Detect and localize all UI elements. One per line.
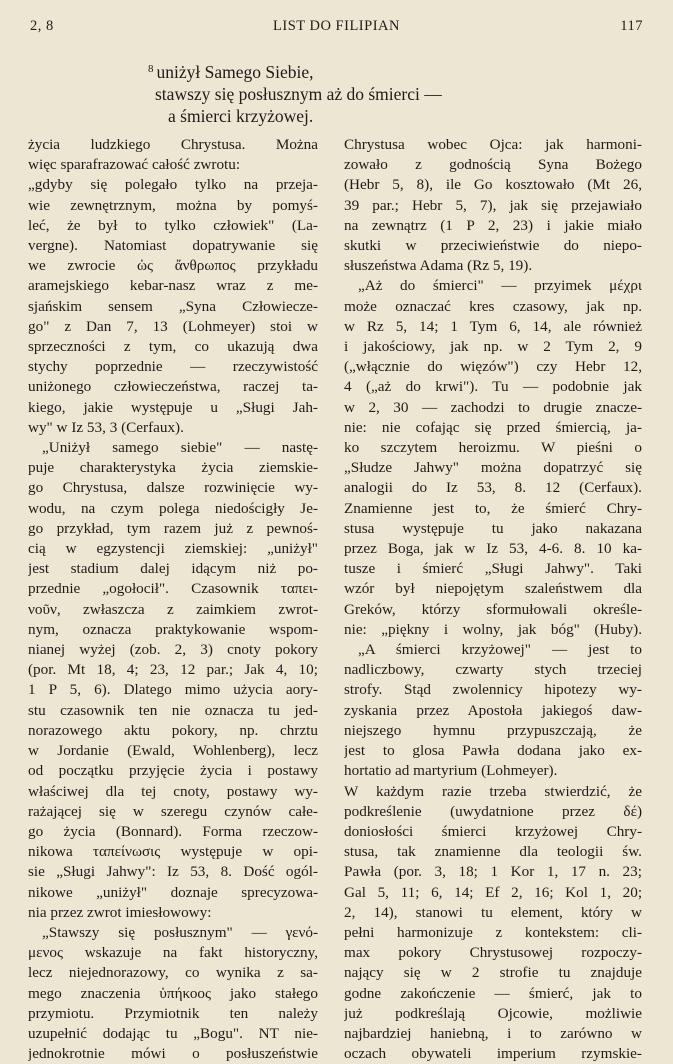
text-line: mego znaczenia ὑπήκοος jako stałego <box>28 984 318 1002</box>
text-line: strofy. Stąd zwolennicy hipotezy wy- <box>344 681 642 699</box>
text-line: już podkreślają Ojcowie, możliwie <box>344 1004 642 1022</box>
text-line: przymiotu. Przymiotnik ten należy <box>28 1004 318 1022</box>
text-line: 4 („aż do krwi"). Tu — podobnie jak <box>344 378 642 396</box>
text-line: w 2, 30 — zachodzi to drugie znacze- <box>344 398 642 416</box>
text-line: właściwej dla tej cnoty, postawy wy- <box>28 782 318 800</box>
text-line: go Chrystusa, dalsze rozwinięcie wy- <box>28 479 318 497</box>
text-line: podkreślenie (uwydatnione przez δέ) <box>344 802 642 820</box>
text-line: puje charakterystyka życia ziemskie- <box>28 459 318 477</box>
text-line: sjańskim sensem „Syna Człowiecze- <box>28 297 318 315</box>
text-line: więc sparafrazować całość zwrotu: <box>28 156 241 174</box>
text-line: życia ludzkiego Chrystusa. Można <box>28 136 318 153</box>
text-line: go życia (Bonnard). Forma rzeczow- <box>28 822 318 840</box>
text-line: stusa występuje tu jako nakazana <box>344 519 642 537</box>
text-line: „gdyby się polegało tylko na przeja- <box>28 176 318 194</box>
text-line: 39 par.; Hebr 5, 7), jak się przejawiało <box>344 196 642 214</box>
text-line: kiego, jakie występuje u „Sługi Jah- <box>28 398 318 416</box>
text-line: wie zewnętrznym, można by pomyś- <box>28 196 318 214</box>
text-line: w Jordanie (Ewald, Wohlenberg), lecz <box>28 742 318 760</box>
text-line: go" z Dan 7, 13 (Lohmeyer) stoi w <box>28 317 318 335</box>
verse-line: a śmierci krzyżowej. <box>168 106 314 126</box>
commentary-right-column <box>344 135 642 1064</box>
text-line: max pokory Chrystusowej rozpoczy- <box>344 944 642 962</box>
text-line: nikowe „uniżył" doznaje sprecyzowa- <box>28 883 318 901</box>
text-line: μενος wskazuje na fakt historyczny, <box>28 944 318 962</box>
chapter-reference: 2, 8 <box>30 18 54 34</box>
text-line: nie: nie cofając się przed śmiercią, ja- <box>344 418 642 436</box>
text-line: Pawła (por. 3, 18; 1 Kor 1, 17 n. 23; <box>344 863 642 881</box>
text-line: 2, 14), stanowi tu element, który w <box>344 903 642 921</box>
text-line: może oznaczać kres czasowy, jak np. <box>344 297 642 315</box>
running-title: LIST DO FILIPIAN <box>273 18 400 34</box>
text-line: go przykład, tym razem już z pewnoś- <box>28 519 318 537</box>
text-line: w Rz 5, 14; 1 Tym 6, 14, ale również <box>344 317 642 335</box>
text-line: „Stawszy się posłusznym" — γενό- <box>42 923 318 941</box>
text-line: oczach obywateli imperium rzymskie- <box>344 1045 642 1063</box>
commentary-left-column <box>28 135 318 1064</box>
text-line: jest to glosa Pawła dodana jako ex- <box>344 742 642 760</box>
text-line: od początku przyjęcie życia i postawy <box>28 762 318 780</box>
text-line: nia przez zwrot imiesłowowy: <box>28 903 212 921</box>
text-line: nadliczbowy, czwarty stych trzeciej <box>344 661 642 679</box>
text-line: ko szczytem heroizmu. W pieśni o <box>344 439 642 457</box>
text-line: we zwrocie ὡς ἄνθρωπος przykładu <box>28 257 318 275</box>
text-line: godne zakończenie — śmierć, jak to <box>344 984 642 1002</box>
text-line: sie „Sługi Jahwy": Iz 53, 8. Dość ogól- <box>28 863 318 881</box>
text-line: pełni harmonizuje z kontekstem: cli- <box>344 923 642 941</box>
text-line: doniosłości śmierci krzyżowej Chry- <box>344 822 642 840</box>
text-line: Chrystusa wobec Ojca: jak harmoni- <box>344 136 642 153</box>
text-line: wy" w Iz 53, 3 (Cerfaux). <box>28 418 184 436</box>
text-line: przednie „ogołocił". Czasownik ταπει- <box>28 580 318 598</box>
text-line: uzupełnić dodając tu „Bogu". NT nie- <box>28 1024 318 1042</box>
text-line: najbardziej haniebną, i to zarówno w <box>344 1024 642 1042</box>
text-line: zyskania przez Apostoła jakiegoś daw- <box>344 701 642 719</box>
text-line: Greków, którzy sformułowali określe- <box>344 600 642 618</box>
text-line: i jakościowy, jak np. w 2 Tym 2, 9 <box>344 338 642 356</box>
text-line: nianej wyżej (zob. 2, 3) cnoty pokory <box>28 641 318 659</box>
text-line: przez Boga, jak w Iz 53, 4-6. 8. 10 ka- <box>344 540 642 558</box>
text-line: W każdym razie trzeba stwierdzić, że <box>344 782 642 800</box>
text-line: nym, oznacza praktykowanie wspom- <box>28 620 318 638</box>
text-line: „Uniżył samego siebie" — nastę- <box>42 439 318 457</box>
text-line: νοῦν, zwłaszcza z zaimkiem zwrot- <box>28 600 318 618</box>
text-line: nający się w 2 strofie tu znajduje <box>344 964 642 982</box>
text-line: Znamienne jest to, że śmierć Chry- <box>344 499 642 517</box>
text-line: „Aż do śmierci" — przyimek μέχρι <box>358 277 642 295</box>
text-line: zowało z godnością Syna Bożego <box>344 156 642 174</box>
text-line: 1 P 5, 6). Dlatego mimo użycia aory- <box>28 681 318 699</box>
text-line: niejszego hymnu przypuszczają, że <box>344 721 642 739</box>
text-line: „Słudze Jahwy" można dopatrzyć się <box>344 459 642 477</box>
text-line: tusze i śmierć „Sługi Jahwy". Taki <box>344 560 642 578</box>
text-line: (por. Mt 18, 4; 23, 12 par.; Jak 4, 10; <box>28 661 318 679</box>
text-line: (Hebr 5, 8), ile Go kosztowało (Mt 26, <box>344 176 642 194</box>
scripture-verse <box>148 58 548 127</box>
text-line: uniżonego człowieczeństwa, raczej ta- <box>28 378 318 396</box>
text-line: wodu, na czym polega niedościgły Je- <box>28 499 318 517</box>
text-line: stu czasownik ten nie oznacza tu jed- <box>28 701 318 719</box>
text-line: słuszeństwa Adama (Rz 5, 19). <box>344 257 533 275</box>
text-line: nie: „piękny i wolny, jak bóg" (Huby). <box>344 620 642 638</box>
verse-line: stawszy się posłusznym aż do śmierci — <box>155 84 442 104</box>
text-line: rażającej się w szeregu czynów całe- <box>28 802 318 820</box>
text-line: jednokrotnie mówi o posłuszeństwie <box>28 1045 318 1063</box>
text-line: „A śmierci krzyżowej" — jest to <box>358 641 642 659</box>
text-line: norazowego aktu pokory, np. chrztu <box>28 721 318 739</box>
text-line: stusa, tak znamienne dla teologii św. <box>344 843 642 861</box>
page-number: 117 <box>620 18 643 34</box>
text-line: na zewnątrz (1 P 2, 23) i jakie miało <box>344 216 642 234</box>
text-line: lecz niejednorazowy, co wynika z sa- <box>28 964 318 982</box>
verse-number: 8 <box>148 63 154 75</box>
text-line: („włącznie do więzów") czy Hebr 12, <box>344 358 642 376</box>
text-line: stychy poprzednie — rzeczywistość <box>28 358 318 376</box>
verse-line: $^8$ uniżył Samego Siebie, <box>148 62 314 82</box>
text-line: aramejskiego kebar-nasz wraz z me- <box>28 277 318 295</box>
text-line: nikowa ταπείνωσις występuje w opi- <box>28 843 318 861</box>
text-line: hortatio ad martyrium (Lohmeyer). <box>344 762 558 780</box>
text-line: skutki w przeciwieństwie do niepo- <box>344 237 642 255</box>
running-header <box>30 18 643 40</box>
text-line: wzór był niepojętym szaleństwem dla <box>344 580 642 598</box>
text-line: sprzeczności z tym, co ukazują dwa <box>28 338 318 356</box>
text-line: Gal 5, 11; 6, 14; Ef 2, 16; Kol 1, 20; <box>344 883 642 901</box>
text-line: vergne). Natomiast dopatrywanie się <box>28 237 318 255</box>
text-line: cią w egzystencji ziemskiej: „uniżył" <box>28 540 318 558</box>
text-line: jest stadium dalej idącym niż po- <box>28 560 318 578</box>
text-line: leć, że był to tylko człowiek" (La- <box>28 216 318 234</box>
text-line: analogii do Iz 53, 8. 12 (Cerfaux). <box>344 479 642 497</box>
